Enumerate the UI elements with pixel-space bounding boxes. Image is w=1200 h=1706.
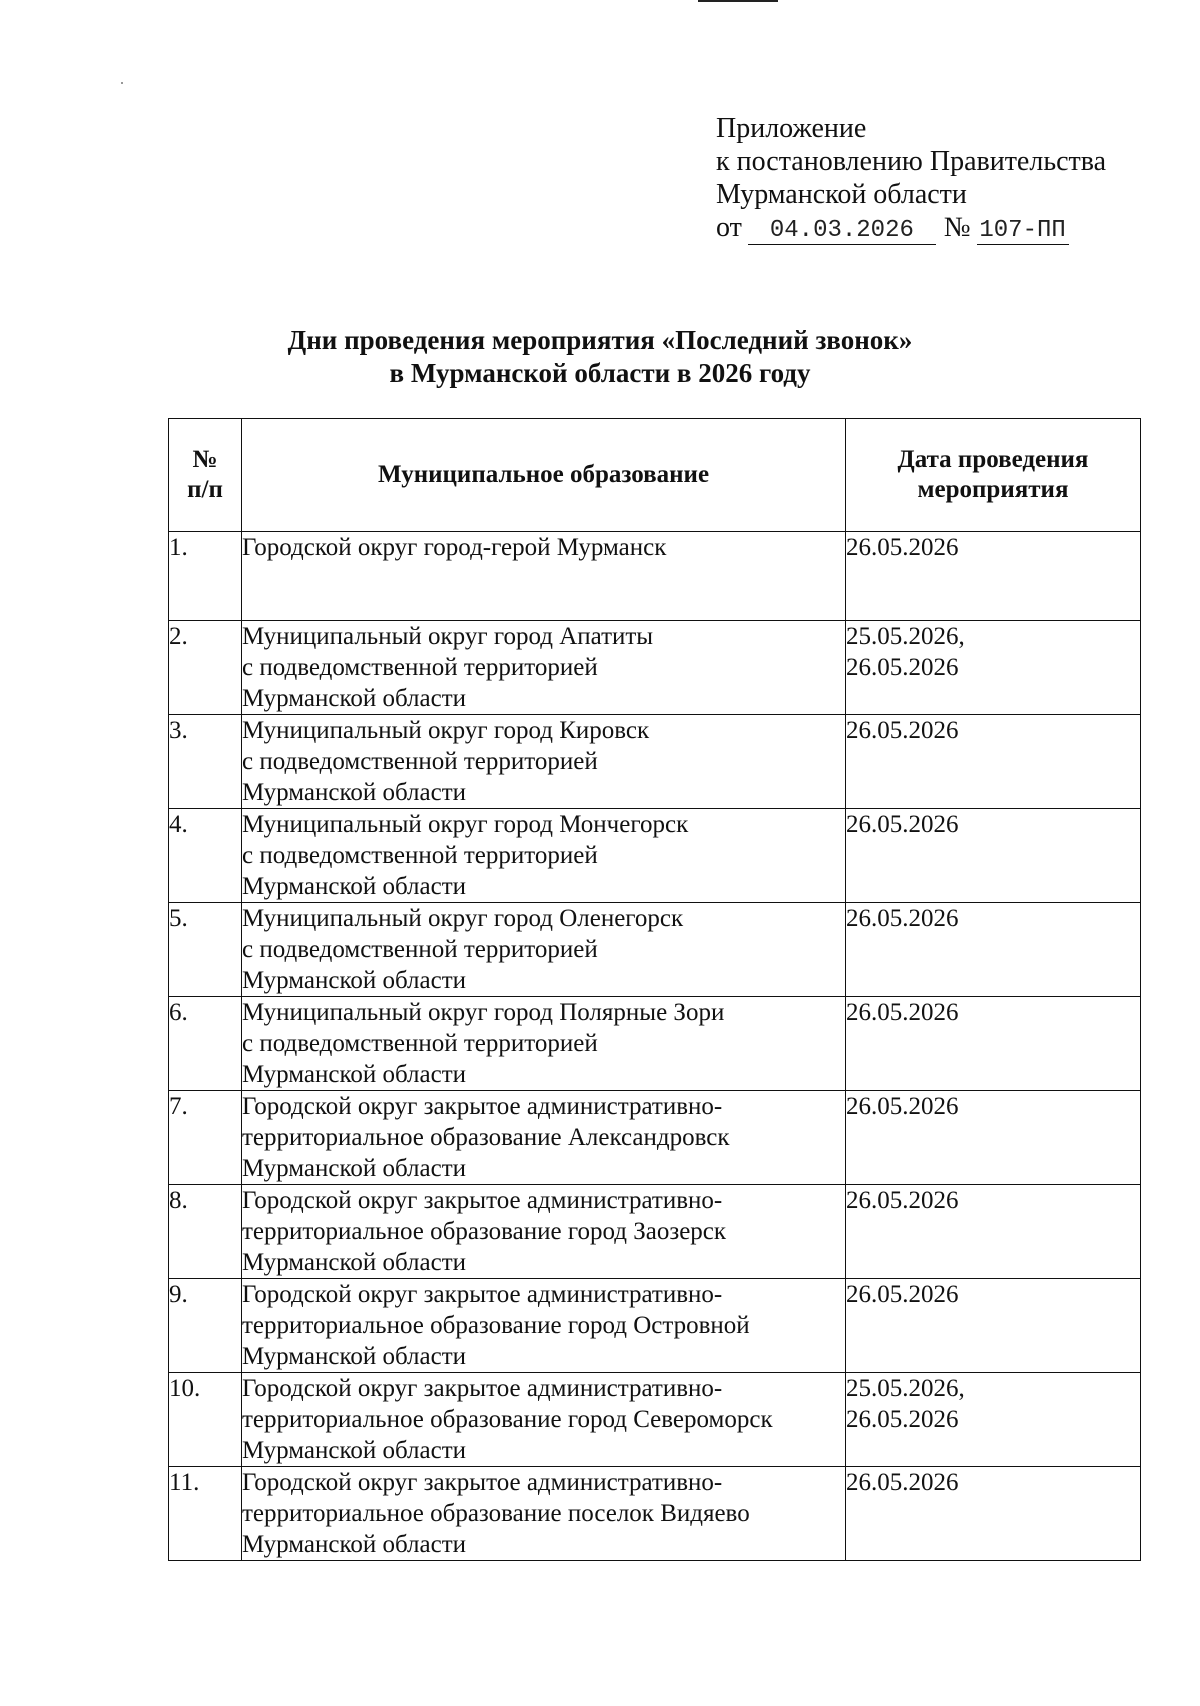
- table-row: [169, 809, 1141, 903]
- municipality-cell: [242, 715, 846, 809]
- appendix-header: [716, 112, 1106, 245]
- table-row: [169, 903, 1141, 997]
- municipality-cell: [242, 532, 846, 621]
- municipality-name-line: с подведомственной территорией: [242, 1030, 598, 1057]
- row-number: 2.: [169, 621, 242, 715]
- municipality-name-line: Муниципальный округ город Мончегорск: [242, 811, 689, 838]
- row-number: 7.: [169, 1091, 242, 1185]
- municipality-name-line: Муниципальный округ город Полярные Зори: [242, 999, 725, 1026]
- municipality-name-line: Мурманской области: [242, 1343, 467, 1370]
- event-date-cell: [846, 903, 1141, 997]
- event-date-value: 26.05.2026: [846, 1281, 959, 1308]
- header-municipality: Муниципальное образование: [242, 419, 846, 532]
- table-row: [169, 1467, 1141, 1561]
- municipality-name-line: территориальное образование город Североморск: [242, 1406, 773, 1433]
- municipality-cell: [242, 1373, 846, 1467]
- scan-speck: [121, 82, 123, 84]
- table-row: [169, 1279, 1141, 1373]
- municipality-name-line: с подведомственной территорией: [242, 748, 598, 775]
- event-date-value: 25.05.2026,: [846, 623, 965, 650]
- table-row: [169, 621, 1141, 715]
- municipality-name-line: территориальное образование город Заозерск: [242, 1218, 727, 1245]
- event-date-cell: [846, 715, 1141, 809]
- event-date-cell: [846, 997, 1141, 1091]
- header-number: [169, 419, 242, 532]
- municipality-name-line: Муниципальный округ город Оленегорск: [242, 905, 684, 932]
- event-date-value: 26.05.2026: [846, 1093, 959, 1120]
- event-date-value: 26.05.2026: [846, 534, 959, 561]
- event-date-cell: [846, 1091, 1141, 1185]
- from-label: от: [716, 212, 742, 243]
- municipality-name-line: Городской округ закрытое административно-: [242, 1187, 723, 1214]
- table-row: [169, 1185, 1141, 1279]
- municipality-name-line: Муниципальный округ город Апатиты: [242, 623, 654, 650]
- row-number: 10.: [169, 1373, 242, 1467]
- municipality-name-line: территориальное образование Александровск: [242, 1124, 730, 1151]
- table-row: [169, 997, 1141, 1091]
- event-date-value: 26.05.2026: [846, 1469, 959, 1496]
- table-header-row: [169, 419, 1141, 532]
- event-date-cell: [846, 1373, 1141, 1467]
- municipality-name-line: с подведомственной территорией: [242, 936, 598, 963]
- header-number-sign: №: [192, 446, 218, 473]
- row-number: 8.: [169, 1185, 242, 1279]
- number-sign: №: [943, 212, 971, 243]
- event-date-value: 26.05.2026: [846, 811, 959, 838]
- municipality-name-line: территориальное образование поселок Видяево: [242, 1500, 750, 1527]
- appendix-region: Мурманской области: [716, 179, 967, 210]
- municipality-cell: [242, 1467, 846, 1561]
- municipality-name-line: Мурманской области: [242, 1155, 467, 1182]
- municipality-name-line: Муниципальный округ город Кировск: [242, 717, 650, 744]
- municipality-name-line: Мурманской области: [242, 779, 467, 806]
- row-number: 6.: [169, 997, 242, 1091]
- event-dates-table: [168, 418, 1141, 1561]
- municipality-cell: [242, 809, 846, 903]
- row-number: 3.: [169, 715, 242, 809]
- municipality-name-line: Мурманской области: [242, 873, 467, 900]
- event-date-cell: [846, 1467, 1141, 1561]
- municipality-name-line: территориальное образование город Островной: [242, 1312, 750, 1339]
- municipality-name-line: Мурманской области: [242, 1437, 467, 1464]
- event-date-cell: [846, 1279, 1141, 1373]
- decree-date: 04.03.2026: [748, 218, 936, 245]
- table-row: [169, 715, 1141, 809]
- municipality-name-line: Городской округ закрытое административно-: [242, 1375, 723, 1402]
- row-number: 4.: [169, 809, 242, 903]
- table-row: [169, 532, 1141, 621]
- appendix-date-number-line: [716, 211, 1106, 245]
- municipality-name-line: Мурманской области: [242, 967, 467, 994]
- municipality-cell: [242, 1279, 846, 1373]
- header-number-abbr: п/п: [187, 476, 223, 503]
- appendix-decree-reference: к постановлению Правительства: [716, 146, 1107, 177]
- municipality-name-line: Мурманской области: [242, 1531, 467, 1558]
- title-line-2: в Мурманской области в 2026 году: [389, 358, 811, 388]
- title-line-1: Дни проведения мероприятия «Последний звонок»: [287, 325, 913, 355]
- table-row: [169, 1091, 1141, 1185]
- header-date-line-2: мероприятия: [917, 476, 1069, 503]
- row-number: 9.: [169, 1279, 242, 1373]
- appendix-label: Приложение: [716, 113, 867, 144]
- table-row: [169, 1373, 1141, 1467]
- document-title: [150, 324, 1050, 390]
- event-date-value: 26.05.2026: [846, 999, 959, 1026]
- municipality-name-line: Мурманской области: [242, 1249, 467, 1276]
- municipality-name-line: Городской округ город-герой Мурманск: [242, 534, 667, 561]
- municipality-cell: [242, 997, 846, 1091]
- municipality-name-line: Городской округ закрытое административно-: [242, 1093, 723, 1120]
- event-date-cell: [846, 809, 1141, 903]
- event-date-cell: [846, 1185, 1141, 1279]
- row-number: 1.: [169, 532, 242, 621]
- municipality-name-line: с подведомственной территорией: [242, 654, 598, 681]
- table-body: [169, 532, 1141, 1561]
- event-date-value: 26.05.2026: [846, 905, 959, 932]
- event-date-value: 26.05.2026: [846, 717, 959, 744]
- municipality-name-line: Городской округ закрытое административно-: [242, 1469, 723, 1496]
- municipality-name-line: Мурманской области: [242, 1061, 467, 1088]
- municipality-name-line: Мурманской области: [242, 685, 467, 712]
- municipality-cell: [242, 1185, 846, 1279]
- row-number: 5.: [169, 903, 242, 997]
- top-edge-mark: [698, 0, 778, 2]
- event-date-value: 26.05.2026: [846, 1406, 959, 1433]
- decree-number: 107-ПП: [977, 218, 1069, 245]
- municipality-cell: [242, 1091, 846, 1185]
- municipality-cell: [242, 903, 846, 997]
- event-date-value: 25.05.2026,: [846, 1375, 965, 1402]
- municipality-cell: [242, 621, 846, 715]
- row-number: 11.: [169, 1467, 242, 1561]
- event-date-cell: [846, 621, 1141, 715]
- event-date-value: 26.05.2026: [846, 1187, 959, 1214]
- header-date-line-1: Дата проведения: [897, 446, 1089, 473]
- municipality-name-line: Городской округ закрытое административно-: [242, 1281, 723, 1308]
- event-date-cell: [846, 532, 1141, 621]
- municipality-name-line: с подведомственной территорией: [242, 842, 598, 869]
- event-date-value: 26.05.2026: [846, 654, 959, 681]
- header-event-date: [846, 419, 1141, 532]
